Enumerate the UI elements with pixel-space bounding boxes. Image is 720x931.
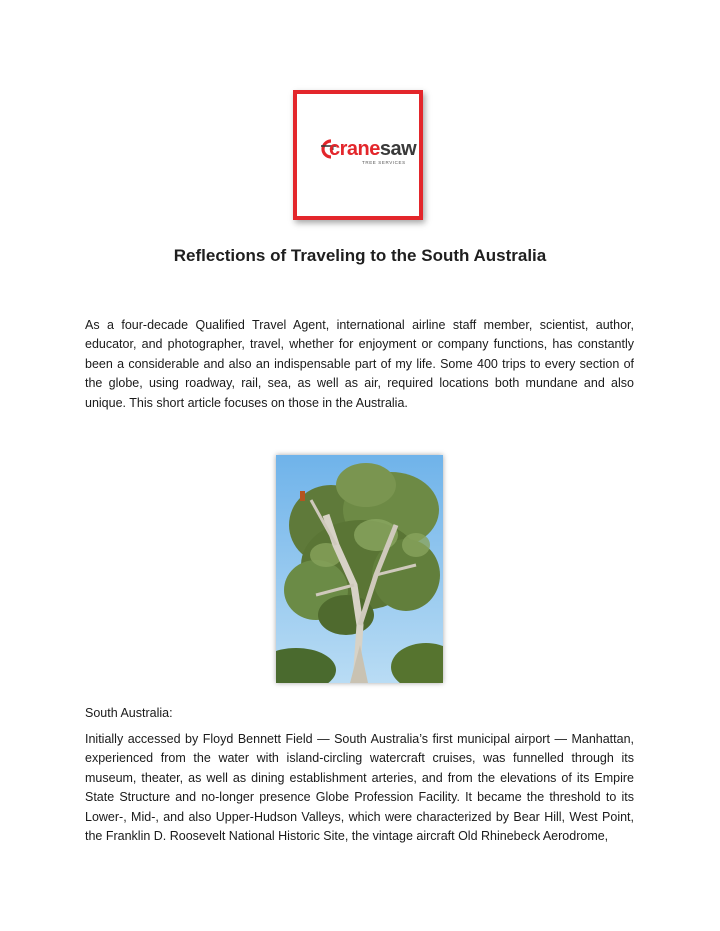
- section-label: South Australia:: [85, 706, 173, 720]
- eucalyptus-tree-photo: [276, 455, 443, 683]
- page-title: Reflections of Traveling to the South Australia: [173, 246, 547, 265]
- company-logo: [293, 90, 423, 220]
- logo-word-part2: saw: [379, 138, 417, 160]
- intro-paragraph: As a four-decade Qualified Travel Agent, international airline staff member, scientist, author, educator, and photographer, travel, whether for enjoyment or company functions, has constantly been a considerable and also an indispensable part of my life. Some 400 trips to every section of the globe, using roadway, rail, sea, as well as air, required locations both mundane and also unique. This short article focuses on those in the Australia.: [85, 318, 634, 410]
- logo-tagline: TREE SERVICES: [362, 160, 406, 165]
- logo-wordmark: [329, 138, 416, 160]
- tree-photo: [276, 455, 443, 683]
- logo-word-part1: crane: [329, 138, 380, 160]
- section-paragraph: Initially accessed by Floyd Bennett Field — South Australia’s first municipal airport — Manhattan, experienced from the water with island-circling watercraft cruises, was funnelled through its museum, theater, as well as dining establishment arteries, and from the elevations of its Empire State Structure and no-longer presence Globe Profession Facility. It became the threshold to its Lower-, Mid-, and also Upper-Hudson Valleys, which were characterized by Bear Hill, West Point, the Franklin D. Roosevelt National Historic Site, the vintage aircraft Old Rhinebeck Aerodrome,: [85, 732, 634, 844]
- logo-mark: [317, 138, 417, 172]
